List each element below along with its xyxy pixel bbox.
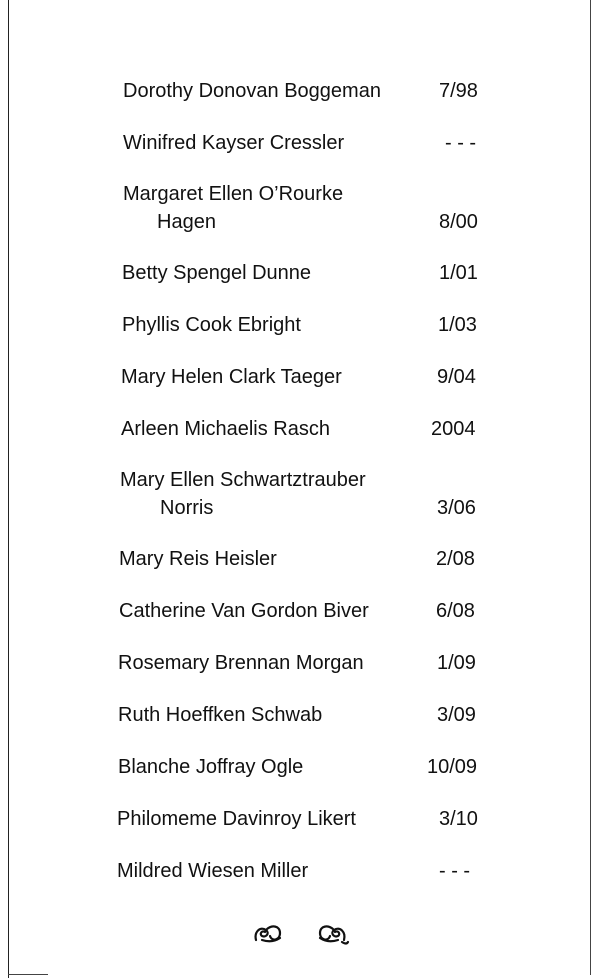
entry-date: 10/09 <box>427 756 478 778</box>
entry-name: Philomeme Davinroy Likert <box>117 808 356 830</box>
entry-date: 9/04 <box>437 366 476 388</box>
entry-name: Winifred Kayser Cressler <box>123 132 345 154</box>
entry-date: 8/00 <box>439 211 478 233</box>
entry-name: Mary Helen Clark Taeger <box>121 366 342 388</box>
entry-date: 2004 <box>431 418 476 440</box>
entry-date: - - - <box>445 132 477 154</box>
entry-name: Arleen Michaelis Rasch <box>121 418 330 440</box>
entry-name-continuation: Norris <box>160 497 214 519</box>
entry-name: Rosemary Brennan Morgan <box>118 652 364 674</box>
entry-name: Phyllis Cook Ebright <box>122 314 301 336</box>
entry-date: 1/09 <box>437 652 476 674</box>
left-border-line <box>8 0 9 978</box>
right-border-line <box>590 0 591 975</box>
entry-name: Mary Reis Heisler <box>119 548 277 570</box>
entry-date: 2/08 <box>436 548 475 570</box>
entry-name: Catherine Van Gordon Biver <box>119 600 369 622</box>
entry-name-continuation: Hagen <box>157 211 216 233</box>
fleuron-ornament-icon <box>250 918 350 948</box>
entry-date: 3/06 <box>437 497 476 519</box>
entry-date: 1/01 <box>439 262 478 284</box>
entry-name: Betty Spengel Dunne <box>122 262 312 284</box>
entry-name: Dorothy Donovan Boggeman <box>123 80 381 102</box>
bottom-border-line <box>8 974 48 975</box>
entry-date: 6/08 <box>436 600 475 622</box>
entry-name: Mary Ellen Schwartztrauber <box>120 469 366 491</box>
entry-name: Margaret Ellen O’Rourke <box>123 183 344 205</box>
entry-date: 3/09 <box>437 704 476 726</box>
entry-name: Mildred Wiesen Miller <box>117 860 309 882</box>
entry-date: 3/10 <box>439 808 478 830</box>
entry-date: 1/03 <box>438 314 477 336</box>
entry-date: - - - <box>439 860 471 882</box>
entry-name: Blanche Joffray Ogle <box>118 756 304 778</box>
entry-name: Ruth Hoeffken Schwab <box>118 704 323 726</box>
entry-date: 7/98 <box>439 80 478 102</box>
